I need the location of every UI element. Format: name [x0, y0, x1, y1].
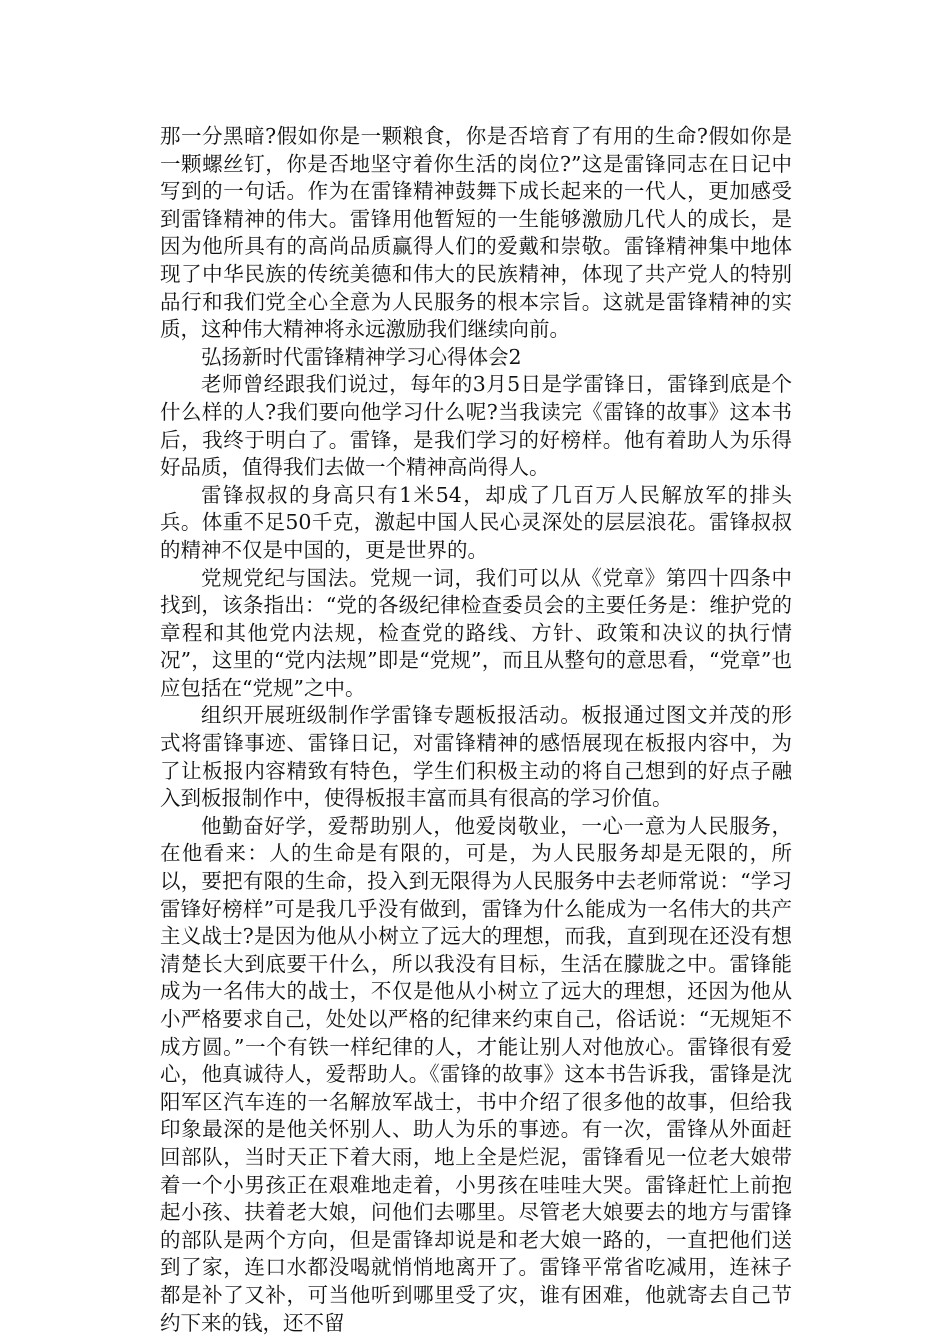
paragraph: 雷锋叔叔的身高只有1米54，却成了几百万人民解放军的排头兵。体重不足50千克，激起中国人民心灵深处的层层浪花。雷锋叔叔的精神不仅是中国的，更是世界的。 — [160, 482, 792, 562]
paragraph: 组织开展班级制作学雷锋专题板报活动。板报通过图文并茂的形式将雷锋事迹、雷锋日记，对雷锋精神的感悟展现在板报内容中，为了让板报内容精致有特色，学生们积极主动的将自己想到的好点子融入到板报制作中，使得板报丰富而具有很高的学习价值。 — [160, 703, 792, 811]
paragraph: 老师曾经跟我们说过，每年的3月5日是学雷锋日，雷锋到底是个什么样的人?我们要向他学习什么呢?当我读完《雷锋的故事》这本书后，我终于明白了。雷锋，是我们学习的好榜样。他有着助人为乐得好品质，值得我们去做一个精神高尚得人。 — [160, 372, 792, 480]
paragraph: 党规党纪与国法。党规一词，我们可以从《党章》第四十四条中找到，该条指出：“党的各级纪律检查委员会的主要任务是：维护党的章程和其他党内法规，检查党的路线、方针、政策和决议的执行情况”，这里的“党内法规”即是“党规”，而且从整句的意思看，“党章”也应包括在“党规”之中。 — [160, 565, 792, 700]
document-body — [160, 123, 792, 1337]
paragraph: 他勤奋好学，爱帮助别人，他爱岗敬业，一心一意为人民服务，在他看来：人的生命是有限的，可是，为人民服务却是无限的，所以，要把有限的生命，投入到无限得为人民服务中去老师常说：“学习雷锋好榜样”可是我几乎没有做到，雷锋为什么能成为一名伟大的共产主义战士?是因为他从小树立了远大的理想，而我，直到现在还没有想清楚长大到底要干什么，所以我没有目标，生活在朦胧之中。雷锋能成为一名伟大的战士，不仅是他从小树立了远大的理想，还因为他从小严格要求自己，处处以严格的纪律来约束自己，俗话说：“无规矩不成方圆。”一个有铁一样纪律的人，才能让别人对他放心。雷锋很有爱心，他真诚待人，爱帮助人。《雷锋的故事》这本书告诉我，雷锋是沈阳军区汽车连的一名解放军战士，书中介绍了很多他的故事，但给我印象最深的是他关怀别人、助人为乐的事迹。有一次，雷锋从外面赶回部队，当时天正下着大雨，地上全是烂泥，雷锋看见一位老大娘带着一个小男孩正在艰难地走着，小男孩在哇哇大哭。雷锋赶忙上前抱起小孩、扶着老大娘，问他们去哪里。尽管老大娘要去的地方与雷锋的部队是两个方向，但是雷锋却说是和老大娘一路的，一直把他们送到了家，连口水都没喝就悄悄地离开了。雷锋平常省吃减用，连袜子都是补了又补，可当他听到哪里受了灾，谁有困难，他就寄去自己节约下来的钱，还不留 — [160, 813, 792, 1335]
section-heading: 弘扬新时代雷锋精神学习心得体会2 — [201, 344, 522, 369]
paragraph-continuation: 那一分黑暗?假如你是一颗粮食，你是否培育了有用的生命?假如你是一颗螺丝钉，你是否地坚守着你生活的岗位?”这是雷锋同志在日记中写到的一句话。作为在雷锋精神鼓舞下成长起来的一代人，更加感受到雷锋精神的伟大。雷锋用他暂短的一生能够激励几代人的成长，是因为他所具有的高尚品质赢得人们的爱戴和崇敬。雷锋精神集中地体现了中华民族的传统美德和伟大的民族精神，体现了共产党人的特别品行和我们党全心全意为人民服务的根本宗旨。这就是雷锋精神的实质，这种伟大精神将永远激励我们继续向前。 — [160, 124, 792, 342]
